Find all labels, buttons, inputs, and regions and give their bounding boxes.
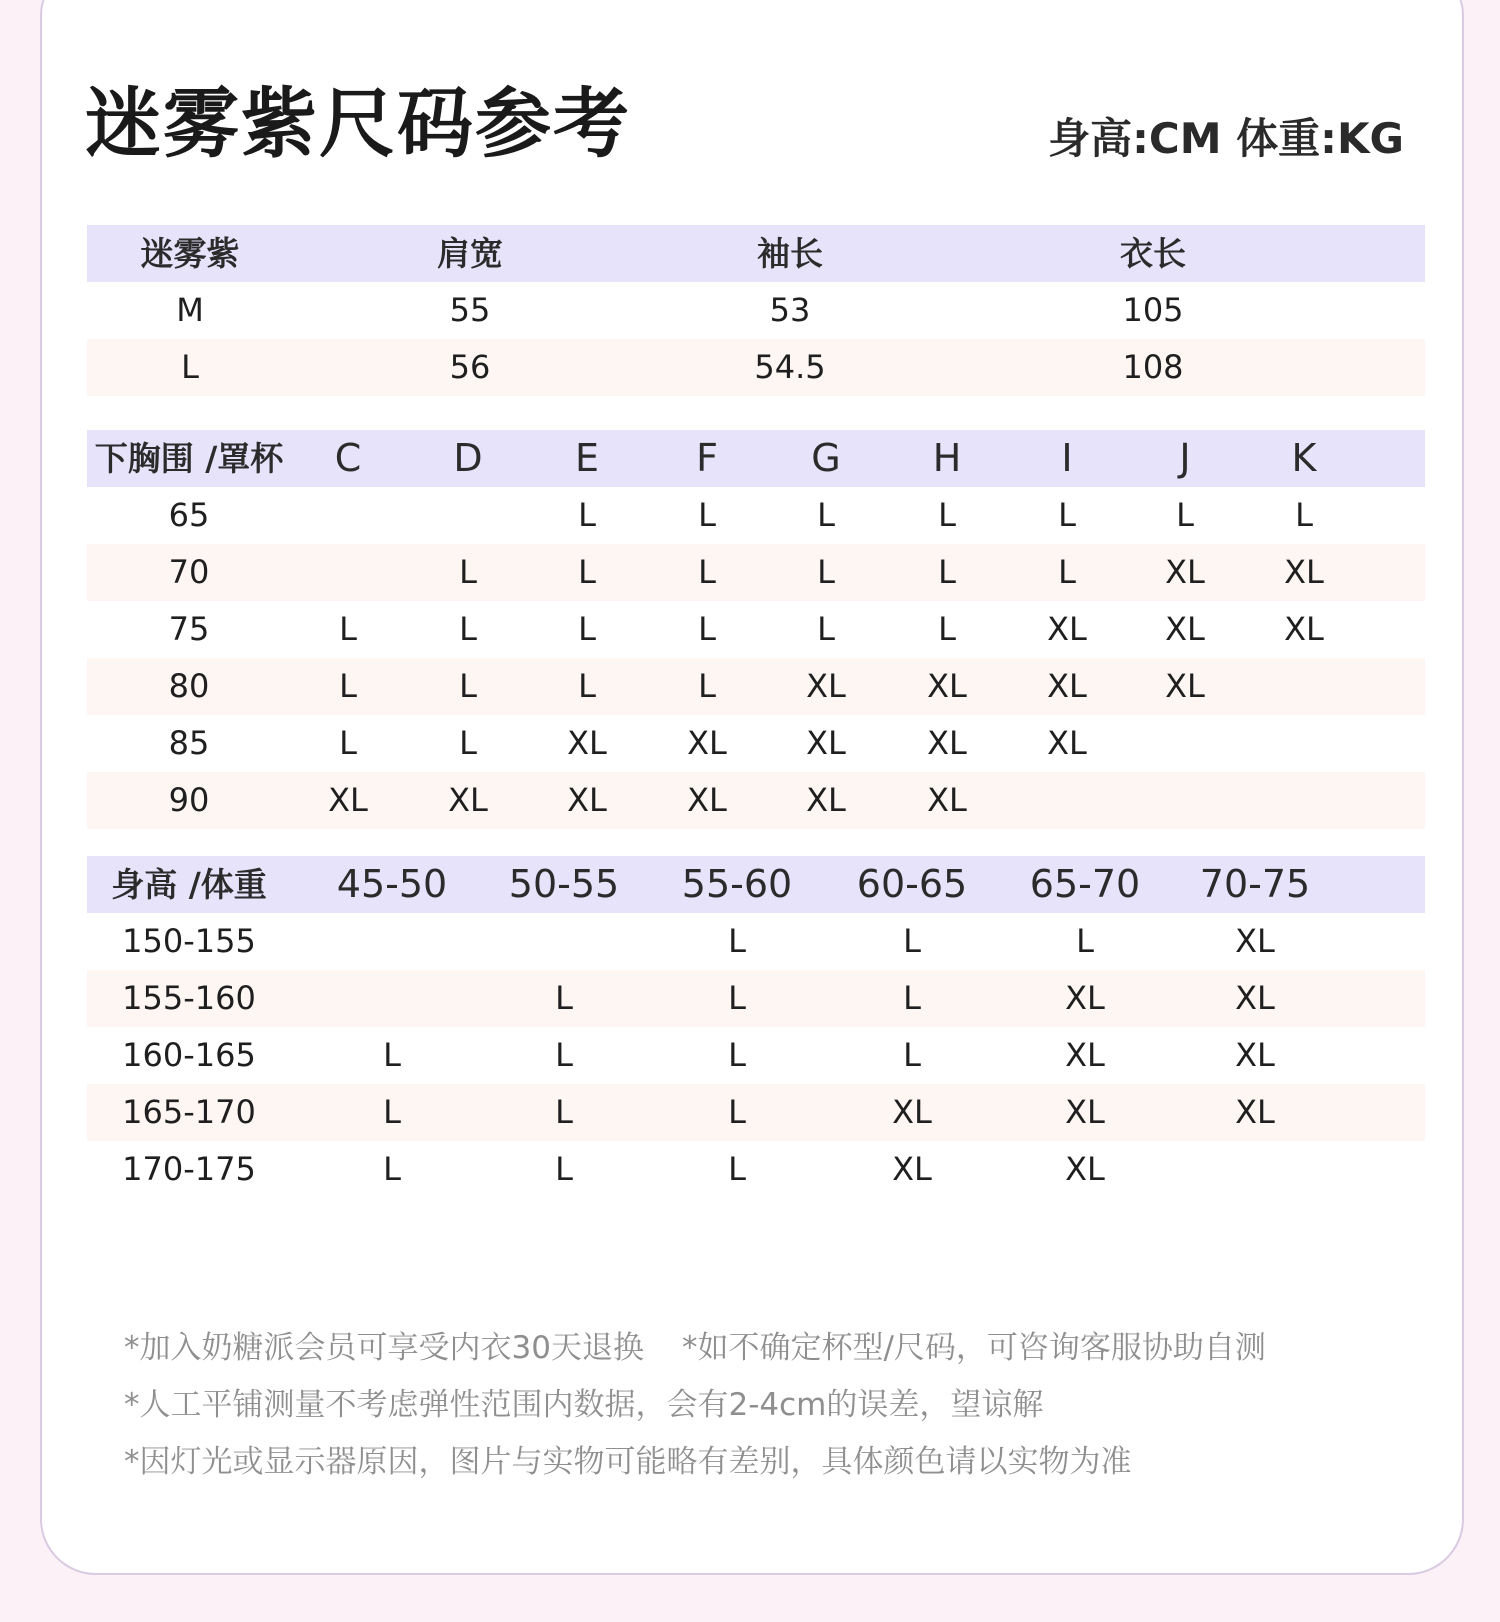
table-cell: L <box>578 667 596 705</box>
table-row <box>87 1027 1425 1084</box>
table-cell: XL <box>1065 1036 1105 1074</box>
table-row <box>87 913 1425 970</box>
row-label: 170-175 <box>122 1150 256 1188</box>
column-header: 肩宽 <box>437 234 503 273</box>
table-cell: 54.5 <box>754 348 826 386</box>
table-cell: L <box>903 922 921 960</box>
row-label: L <box>181 348 199 386</box>
column-header: 70-75 <box>1199 862 1311 906</box>
column-header: 50-55 <box>508 862 620 906</box>
row-label: 90 <box>168 781 210 819</box>
column-header: 下胸围 /罩杯 <box>94 439 284 478</box>
table-cell: L <box>728 979 746 1017</box>
table-row <box>87 601 1425 658</box>
column-header: 袖长 <box>757 234 823 273</box>
table-cell: L <box>938 553 956 591</box>
column-header: 60-65 <box>856 862 968 906</box>
table-cell: XL <box>927 667 967 705</box>
table-row <box>87 1084 1425 1141</box>
row-label: 165-170 <box>122 1093 256 1131</box>
table-cell: XL <box>1047 610 1087 648</box>
table-cell: XL <box>567 724 607 762</box>
table-cell: L <box>383 1150 401 1188</box>
column-header: I <box>1061 436 1073 480</box>
table-row <box>87 970 1425 1027</box>
table-cell: L <box>555 1093 573 1131</box>
table-row <box>87 544 1425 601</box>
note-line-3: *因灯光或显示器原因，图片与实物可能略有差别，具体颜色请以实物为准 <box>124 1444 1132 1480</box>
table-cell: XL <box>1165 553 1205 591</box>
table-cell: L <box>728 922 746 960</box>
table-cell: XL <box>1284 610 1324 648</box>
row-label: 150-155 <box>122 922 256 960</box>
table-cell: 55 <box>449 291 491 329</box>
table-cell: XL <box>1235 922 1275 960</box>
column-header: J <box>1179 436 1191 480</box>
table-row <box>87 282 1425 339</box>
column-header: 衣长 <box>1120 234 1186 273</box>
table-cell: L <box>728 1036 746 1074</box>
column-header: 身高 /体重 <box>111 865 267 904</box>
table-cell: XL <box>687 781 727 819</box>
table-cell: XL <box>1235 1036 1275 1074</box>
table-cell: XL <box>1165 667 1205 705</box>
column-header: C <box>334 436 362 480</box>
table-row <box>87 715 1425 772</box>
notes <box>124 1320 1266 1491</box>
garment-size-table <box>87 225 1425 396</box>
table-cell: L <box>698 667 716 705</box>
table-cell: XL <box>927 781 967 819</box>
note-customer-service: *如不确定杯型/尺码，可咨询客服协助自测 <box>681 1330 1266 1366</box>
table-cell: L <box>698 553 716 591</box>
row-label: M <box>176 291 204 329</box>
table-cell: XL <box>806 667 846 705</box>
table-cell: 105 <box>1122 291 1184 329</box>
table-cell: XL <box>806 781 846 819</box>
row-label: 75 <box>168 610 210 648</box>
column-header: E <box>574 436 600 480</box>
note-membership-return: *加入奶糖派会员可享受内衣30天退换 <box>124 1330 644 1366</box>
table-cell: L <box>817 496 835 534</box>
table-cell: XL <box>1065 979 1105 1017</box>
table-cell: XL <box>328 781 368 819</box>
table-header-row <box>87 430 1425 487</box>
row-label: 85 <box>168 724 210 762</box>
column-header: 65-70 <box>1029 862 1141 906</box>
table-cell: L <box>1058 553 1076 591</box>
table-cell: XL <box>892 1150 932 1188</box>
table-row <box>87 658 1425 715</box>
table-cell: L <box>339 610 357 648</box>
table-cell: L <box>555 1150 573 1188</box>
table-cell: L <box>1076 922 1094 960</box>
table-cell: L <box>578 496 596 534</box>
table-cell: XL <box>1065 1150 1105 1188</box>
table-cell: L <box>555 979 573 1017</box>
table-cell: L <box>938 610 956 648</box>
column-header: 45-50 <box>336 862 448 906</box>
table-cell: L <box>339 667 357 705</box>
table-cell: L <box>1058 496 1076 534</box>
row-label: 70 <box>168 553 210 591</box>
table-cell: L <box>728 1150 746 1188</box>
bra-size-table <box>87 430 1425 829</box>
table-row <box>87 339 1425 396</box>
table-cell: L <box>1176 496 1194 534</box>
table-row <box>87 1141 1425 1198</box>
table-cell: L <box>339 724 357 762</box>
table-cell: 53 <box>769 291 811 329</box>
table-cell: L <box>938 496 956 534</box>
table-cell: L <box>903 979 921 1017</box>
table-cell: XL <box>1235 1093 1275 1131</box>
table-cell: L <box>383 1093 401 1131</box>
table-cell: XL <box>1047 724 1087 762</box>
table-cell: L <box>578 610 596 648</box>
row-label: 155-160 <box>122 979 256 1017</box>
column-header: 55-60 <box>681 862 793 906</box>
table-cell: L <box>817 553 835 591</box>
table-cell: L <box>578 553 596 591</box>
row-label: 160-165 <box>122 1036 256 1074</box>
table-cell: 108 <box>1122 348 1184 386</box>
table-cell: L <box>459 610 477 648</box>
note-line-1 <box>124 1320 1266 1377</box>
column-header: H <box>932 436 962 480</box>
table-cell: L <box>459 667 477 705</box>
units-label: 身高:CM 体重:KG <box>1048 114 1404 163</box>
column-header: G <box>811 436 841 480</box>
row-label: 65 <box>168 496 210 534</box>
table-cell: XL <box>1284 553 1324 591</box>
table-cell: L <box>459 724 477 762</box>
table-row <box>87 487 1425 544</box>
table-cell: XL <box>687 724 727 762</box>
table-cell: L <box>817 610 835 648</box>
table-cell: XL <box>927 724 967 762</box>
table-cell: XL <box>1165 610 1205 648</box>
table-cell: XL <box>806 724 846 762</box>
column-header: F <box>696 436 718 480</box>
column-header: D <box>453 436 483 480</box>
table-header-row <box>87 225 1425 282</box>
table-cell: XL <box>567 781 607 819</box>
table-cell: L <box>555 1036 573 1074</box>
table-header-row <box>87 856 1425 913</box>
table-cell: XL <box>448 781 488 819</box>
column-header: K <box>1291 436 1317 480</box>
column-header: 迷雾紫 <box>140 234 240 273</box>
table-cell: XL <box>1047 667 1087 705</box>
table-cell: L <box>903 1036 921 1074</box>
table-row <box>87 772 1425 829</box>
table-cell: L <box>698 610 716 648</box>
table-cell: L <box>459 553 477 591</box>
height-weight-table <box>87 856 1425 1198</box>
row-label: 80 <box>168 667 210 705</box>
table-cell: XL <box>892 1093 932 1131</box>
table-cell: 56 <box>449 348 491 386</box>
table-cell: XL <box>1065 1093 1105 1131</box>
table-cell: L <box>383 1036 401 1074</box>
table-cell: L <box>1295 496 1313 534</box>
table-cell: XL <box>1235 979 1275 1017</box>
table-cell: L <box>728 1093 746 1131</box>
page-title: 迷雾紫尺码参考 <box>85 79 631 168</box>
note-line-2: *人工平铺测量不考虑弹性范围内数据，会有2-4cm的误差，望谅解 <box>124 1387 1044 1423</box>
table-cell: L <box>698 496 716 534</box>
